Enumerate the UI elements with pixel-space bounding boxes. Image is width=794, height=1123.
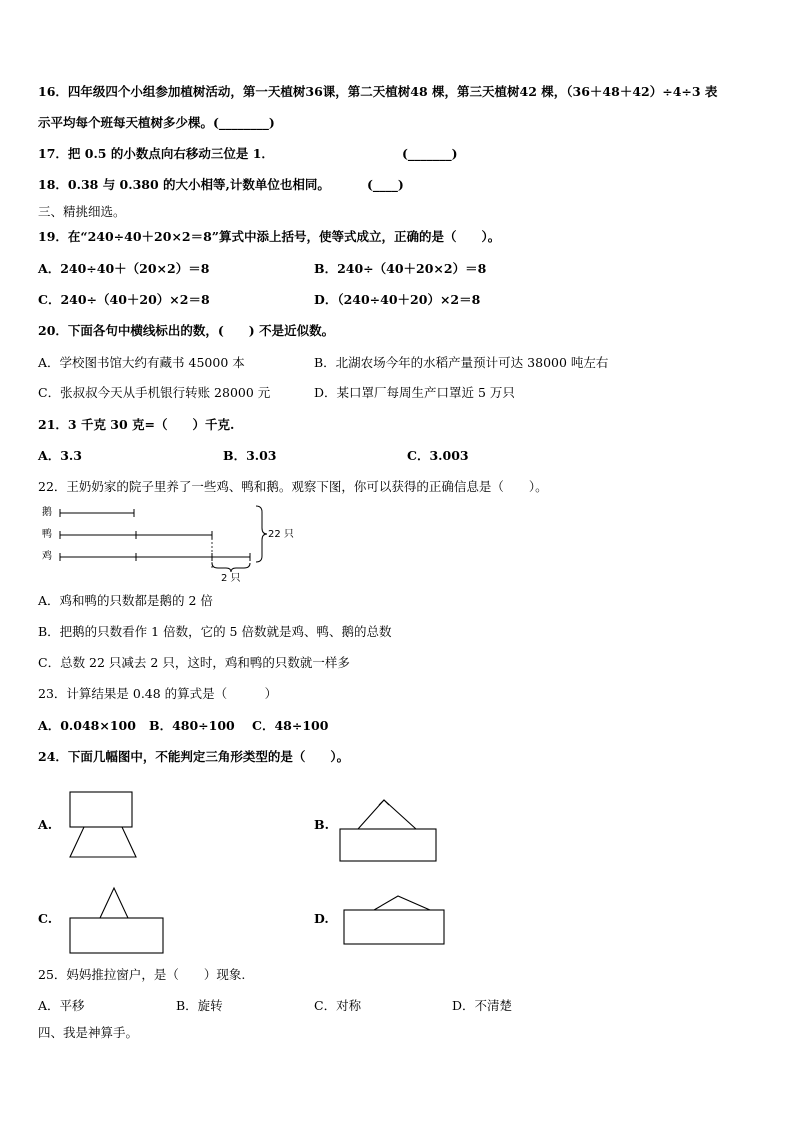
q18-answer-blank[interactable]: (____)	[367, 177, 404, 192]
label-chicken: 鸡	[42, 551, 52, 562]
q24-figure-a	[66, 790, 140, 860]
q19-option-b[interactable]: B．240÷（40＋20×2）＝8	[314, 261, 487, 276]
section-4-heading: 四、我是神算手。	[38, 1025, 139, 1040]
rectangle-shape	[70, 792, 132, 827]
q24-option-c[interactable]: C.	[38, 911, 53, 926]
q22-option-c[interactable]: C．总数 22 只减去 2 只，这时，鸡和鸭的只数就一样多	[38, 655, 350, 670]
q24-text: 24．下面几幅图中，不能判定三角形类型的是（ ）。	[38, 749, 350, 764]
q24-option-a[interactable]: A.	[38, 817, 53, 832]
q20-option-a[interactable]: A．学校图书馆大约有藏书 45000 本	[38, 355, 245, 370]
q17-text: 17．把 0.5 的小数点向右移动三位是 1．	[38, 146, 274, 161]
q19-option-a[interactable]: A．240÷40＋（20×2）＝8	[38, 261, 210, 276]
label-goose: 鹅	[42, 507, 52, 518]
q23-option-c[interactable]: C．48÷100	[252, 718, 329, 733]
q22-option-b[interactable]: B．把鹅的只数看作 1 倍数，它的 5 倍数就是鸡、鸭、鹅的总数	[38, 624, 392, 639]
diff-brace	[212, 563, 250, 572]
q25-option-d[interactable]: D．不清楚	[452, 998, 513, 1013]
q25-option-a[interactable]: A．平移	[38, 998, 85, 1013]
q19-option-c[interactable]: C．240÷（40＋20）×2＝8	[38, 292, 210, 307]
q22-text: 22．王奶奶家的院子里养了一些鸡、鸭和鹅。观察下图，你可以获得的正确信息是（ ）。	[38, 479, 548, 494]
q22-line-segment-diagram	[36, 500, 306, 586]
q20-text: 20．下面各句中横线标出的数，( ) 不是近似数。	[38, 323, 335, 338]
q25-option-c[interactable]: C．对称	[314, 998, 362, 1013]
q24-figure-c	[66, 884, 166, 956]
triangle-shape	[100, 888, 128, 918]
label-total: 22 只	[268, 529, 294, 540]
q23-text: 23．计算结果是 0.48 的算式是（ ）	[38, 686, 278, 701]
q19-option-d[interactable]: D．（240÷40＋20）×2＝8	[314, 292, 481, 307]
q23-option-a[interactable]: A．0.048×100	[38, 718, 136, 733]
rectangle-shape	[70, 918, 163, 953]
q22-option-a[interactable]: A．鸡和鸭的只数都是鹅的 2 倍	[38, 593, 213, 608]
q17-answer-blank[interactable]: (_______)	[402, 146, 458, 161]
q16-line1: 16．四年级四个小组参加植树活动，第一天植树36课，第二天植树48 棵，第三天植树42 棵，（36＋48＋42）÷4÷3 表	[38, 84, 718, 99]
q24-option-d[interactable]: D.	[314, 911, 329, 926]
q20-option-b[interactable]: B．北湖农场今年的水稻产量预计可达 38000 吨左右	[314, 355, 609, 370]
q25-text: 25．妈妈推拉窗户，是（ ）现象.	[38, 967, 246, 982]
triangle-shape	[358, 800, 416, 829]
q16-line2: 示平均每个班每天植树多少棵。(________)	[38, 115, 275, 130]
rectangle-shape	[340, 829, 436, 861]
rectangle-shape	[344, 910, 444, 944]
section-3-heading: 三、精挑细选。	[38, 204, 126, 219]
q19-text: 19．在“240÷40＋20×2＝8”算式中添上括号，使等式成立，正确的是（ ）。	[38, 229, 501, 244]
triangle-shape	[374, 896, 430, 910]
trapezoid-shape	[70, 827, 136, 857]
q21-option-b[interactable]: B．3.03	[223, 448, 277, 463]
q24-figure-d	[340, 892, 448, 948]
q25-option-b[interactable]: B．旋转	[176, 998, 223, 1013]
q20-option-d[interactable]: D．某口罩厂每周生产口罩近 5 万只	[314, 385, 515, 400]
label-diff: 2 只	[221, 573, 241, 584]
q24-figure-b	[338, 796, 440, 864]
q21-text: 21．3 千克 30 克=（ ）千克.	[38, 417, 235, 432]
label-duck: 鸭	[42, 529, 52, 540]
q20-option-c[interactable]: C．张叔叔今天从手机银行转账 28000 元	[38, 385, 271, 400]
q21-option-c[interactable]: C．3.003	[407, 448, 469, 463]
q18-text: 18．0.38 与 0.380 的大小相等,计数单位也相同。	[38, 177, 330, 192]
total-brace	[256, 506, 267, 562]
q21-option-a[interactable]: A．3.3	[38, 448, 82, 463]
q23-option-b[interactable]: B．480÷100	[149, 718, 235, 733]
q24-option-b[interactable]: B.	[314, 817, 329, 832]
